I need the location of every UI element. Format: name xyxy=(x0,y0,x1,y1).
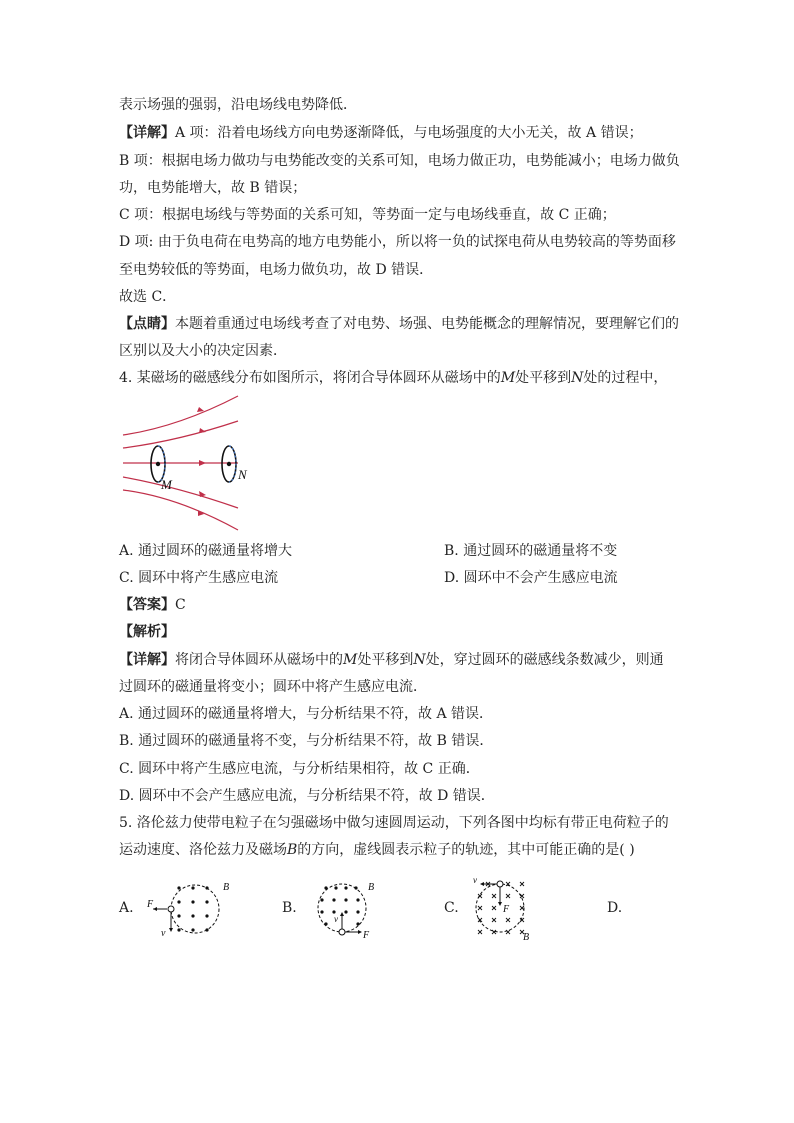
q4-fig-label-n: N xyxy=(238,467,247,482)
q5-fig-a-f: F xyxy=(147,899,154,910)
q4-det-c: 处，穿过圆环的磁感线条数减少，则通 xyxy=(425,652,664,668)
q4-stem-c: 处的过程中， xyxy=(583,370,668,386)
q5-option-c-label: C. xyxy=(444,900,459,916)
q4-option-b: B. 通过圆环的磁通量将不变 xyxy=(444,543,618,559)
q5-option-b-label: B. xyxy=(282,900,297,916)
q5-figure-a xyxy=(145,880,235,940)
intro-line: 表示场强的强弱，沿电场线电势降低． xyxy=(119,97,357,113)
q4-result-a: A. 通过圆环的磁通量将增大，与分析结果不符，故 A 错误． xyxy=(119,706,494,722)
q4-fig-label-m: M xyxy=(161,477,172,492)
q5-fig-b-f: F xyxy=(363,930,370,940)
q4-detail-2: 过圆环的磁通量将变小；圆环中将产生感应电流． xyxy=(119,679,427,695)
q3-detail-c: C 项：根据电场线与等势面的关系可知，等势面一定与电场线垂直，故 C 正确； xyxy=(119,207,616,223)
q4-result-c: C. 圆环中将产生感应电流，与分析结果相符，故 C 正确． xyxy=(119,761,480,777)
q5-fig-a-b: B xyxy=(223,882,230,893)
q5-fig-c-f: F xyxy=(503,904,510,915)
detail-tag: 【详解】 xyxy=(119,652,175,668)
q3-detail-d2: 至电势较低的等势面，电场力做负功，故 D 错误． xyxy=(119,262,434,278)
q3-comment-text: 本题着重通过电场线考查了对电势、场强、电势能概念的理解情况，要理解它们的 xyxy=(175,316,679,332)
q4-result-d: D. 圆环中不会产生感应电流，与分析结果不符，故 D 错误． xyxy=(119,788,495,804)
q3-detail-b2: 功，电势能增大，故 B 错误； xyxy=(119,180,307,196)
q3-a-text: A 项：沿着电场线方向电势逐渐降低，与电场强度的大小无关，故 A 错误； xyxy=(175,125,643,141)
q3-comment-1 xyxy=(119,314,679,334)
q3-detail-d1: D 项: 由于负电荷在电势高的地方电势能小，所以将一负的试探电荷从电势较高的等势面移 xyxy=(119,234,676,250)
detail-tag: 【详解】 xyxy=(119,125,175,141)
q4-det-m: M xyxy=(343,652,358,668)
q4-analysis-tag: 【解析】 xyxy=(119,624,175,640)
q4-stem-a: 4. 某磁场的磁感线分布如图所示，将闭合导体圆环从磁场中的 xyxy=(119,370,501,386)
q5-option-a-label: A. xyxy=(119,900,134,916)
q5-stem-2b: 的方向，虚线圆表示粒子的轨迹，其中可能正确的是( ) xyxy=(297,842,635,858)
q4-det-n: N xyxy=(413,652,426,668)
q3-choose: 故选 C． xyxy=(119,289,177,305)
q5-stem-2a: 运动速度、洛伦兹力及磁场 xyxy=(119,842,287,858)
q4-det-b: 处平移到 xyxy=(357,652,414,668)
q4-stem-n: N xyxy=(571,370,584,386)
q5-stem-b-symbol: B xyxy=(287,842,298,858)
q4-result-b: B. 通过圆环的磁通量将不变，与分析结果不符，故 B 错误． xyxy=(119,733,494,749)
q5-fig-b-v: v xyxy=(334,914,338,924)
q4-option-c: C. 圆环中将产生感应电流 xyxy=(119,570,279,586)
q3-comment-2: 区别以及大小的决定因素． xyxy=(119,343,287,359)
q5-option-d-label: D. xyxy=(607,900,623,916)
q3-detail-a xyxy=(119,123,643,143)
q5-fig-c-v: v xyxy=(473,875,477,885)
q4-magnetic-field-figure xyxy=(118,393,258,533)
answer-value: C xyxy=(175,597,186,613)
q5-fig-a-v: v xyxy=(161,928,166,939)
q5-figure-c xyxy=(470,874,540,942)
q4-stem xyxy=(119,368,667,388)
q5-fig-b-b: B xyxy=(368,882,375,893)
q4-det-a: 将闭合导体圆环从磁场中的 xyxy=(175,652,343,668)
q3-detail-b1: B 项：根据电场力做功与电势能改变的关系可知，电场力做正功，电势能减小；电场力做负 xyxy=(119,153,680,169)
q4-stem-b: 处平移到 xyxy=(515,370,572,386)
q5-stem-1: 5. 洛伦兹力使带电粒子在匀强磁场中做匀速圆周运动，下列各图中均标有带正电荷粒子的 xyxy=(119,815,669,831)
q5-figure-b xyxy=(312,876,382,940)
q4-detail-1 xyxy=(119,650,664,670)
q4-stem-m: M xyxy=(500,370,516,386)
q5-fig-c-b: B xyxy=(523,932,530,942)
answer-tag: 【答案】 xyxy=(119,597,175,613)
q4-option-a: A. 通过圆环的磁通量将增大 xyxy=(119,543,293,559)
q5-stem-2 xyxy=(119,840,635,860)
comment-tag: 【点睛】 xyxy=(119,316,175,332)
q4-option-d: D. 圆环中不会产生感应电流 xyxy=(444,570,618,586)
q4-answer xyxy=(119,595,186,615)
